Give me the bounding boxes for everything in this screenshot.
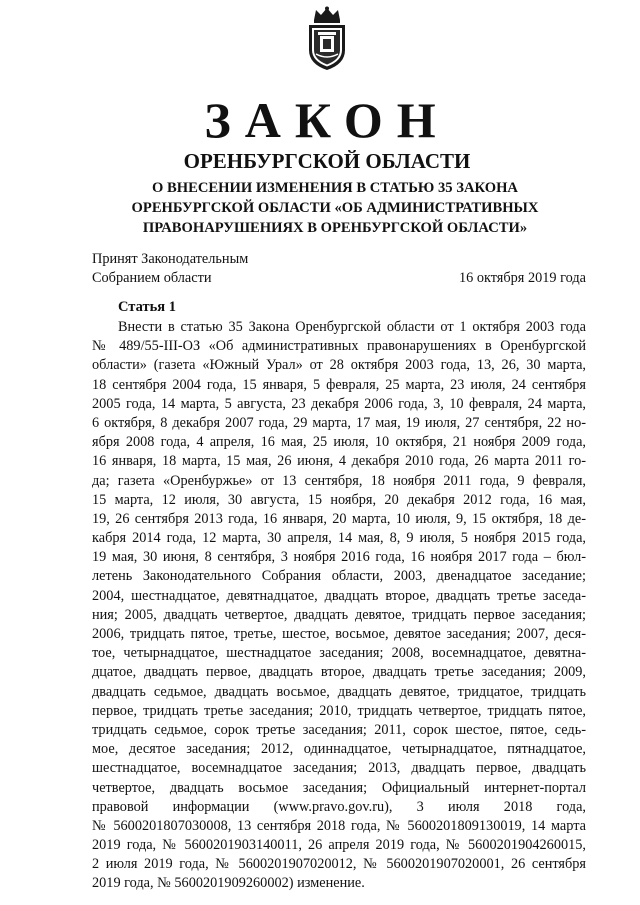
article-line: № 5600201807030008, 13 сентября 2018 года, № 5600201809130019, 14 марта [92, 817, 586, 834]
article-line: ния; 2005, двадцать четвертое, двадцать девятое, тридцать первое заседания; [92, 606, 586, 623]
law-subject [120, 178, 550, 238]
article-line: шестнадцатое, восемнадцатое заседания; 2013, двадцать первое, двадцать [92, 760, 586, 777]
subject-line: ОРЕНБУРГСКОЙ ОБЛАСТИ «ОБ АДМИНИСТРАТИВНЫХ [131, 200, 539, 216]
article-line: четвертое, двадцать восьмое заседания; Официальный интернет-портал [92, 779, 586, 796]
article-line: 16 января, 18 марта, 15 мая, 26 июня, 4 декабря 2010 года, 26 марта 2011 го- [92, 453, 586, 470]
article-title: Статья 1 [118, 299, 176, 315]
article-line: ября 2008 года, 4 апреля, 16 мая, 25 июля, 10 октября, 21 ноября 2009 года, [92, 434, 586, 451]
article-line: 2019 года, № 5600201903140011, 26 апреля 2019 года, № 5600201904260015, [92, 837, 586, 854]
article-line: первое, тридцать третье заседания; 2010, тридцать четвертое, тридцать пятое, [92, 702, 586, 719]
subject-line: О ВНЕСЕНИИ ИЗМЕНЕНИЯ В СТАТЬЮ 35 ЗАКОНА [152, 180, 518, 196]
article-line: 2005 года, 14 марта, 5 августа, 23 декабря 2006 года, 3, 10 февраля, 24 марта, [92, 395, 586, 412]
region-title: ОРЕНБУРГСКОЙ ОБЛАСТИ [183, 149, 471, 173]
article-line: 18 сентября 2004 года, 15 января, 5 февраля, 25 марта, 23 июля, 24 сентября [92, 376, 586, 393]
law-title: ЗАКОН [204, 92, 450, 148]
article-line: области» (газета «Южный Урал» от 28 октября 2003 года, 13, 26, 30 марта, [92, 357, 586, 374]
article-line: тое, четырнадцатое, шестнадцатое заседания; 2008, восемнадцатое, девятна- [92, 645, 586, 662]
article-line: тридцать седьмое, сорок третье заседания; 2011, сорок шестое, пятое, седь- [92, 721, 586, 738]
article-line: 15 марта, 12 июля, 30 августа, 15 ноября, 20 декабря 2012 года, 16 мая, [92, 491, 586, 508]
article-body [92, 318, 586, 894]
article-line: № 489/55-III-ОЗ «Об административных правонарушениях в Оренбургской [92, 338, 586, 355]
article-line: мое, десятое заседания; 2012, одиннадцатое, четырнадцатое, пятнадцатое, [92, 741, 586, 758]
adoption-line-1: Принят Законодательным [92, 251, 249, 267]
article-line: двадцать седьмое, двадцать восьмое, двадцать девятое, тридцатое, тридцать [92, 683, 586, 700]
adoption-block [92, 250, 586, 288]
coat-of-arms-emblem-icon [302, 6, 352, 72]
adoption-line-2: Собранием области [92, 270, 212, 286]
article-line: дцатое, двадцать первое, двадцать второе, двадцать третье заседания; 2009, [92, 664, 586, 681]
article-line: 2019 года, № 5600201909260002) изменение. [92, 875, 365, 892]
article-line: Внести в статью 35 Закона Оренбургской области от 1 октября 2003 года [118, 319, 586, 335]
article-line: 2006, тридцать пятое, третье, шестое, восьмое, девятое заседания; 2007, деся- [92, 626, 586, 642]
article-line: 19 мая, 30 июня, 8 сентября, 3 ноября 2016 года, 16 ноября 2017 года – бюл- [92, 549, 586, 566]
article-line: 2 июля 2019 года, № 5600201907020012, № 5600201907020001, 26 сентября [92, 856, 586, 873]
article-line: летень Законодательного Собрания области, 2003, двенадцатое заседание; [92, 568, 586, 585]
subject-line: ПРАВОНАРУШЕНИЯХ В ОРЕНБУРГСКОЙ ОБЛАСТИ» [142, 220, 528, 236]
article-line: правовой информации (www.pravo.gov.ru), 3 июля 2018 года, [92, 798, 586, 815]
adoption-date: 16 октября 2019 года [458, 270, 586, 286]
article-line: кабря 2014 года, 12 марта, 30 апреля, 14 мая, 8, 9 июля, 5 ноября 2015 года, [92, 530, 586, 547]
article-line: 6 октября, 8 декабря 2007 года, 29 марта, 17 мая, 19 июля, 27 сентября, 22 но- [92, 414, 586, 431]
adoption-row [92, 269, 586, 288]
article-line: 19, 26 сентября 2013 года, 16 января, 20 марта, 10 июля, 9, 15 октября, 18 де- [92, 510, 586, 527]
article-line: 2004, шестнадцатое, девятнадцатое, двадцать второе, двадцать третье заседа- [92, 587, 586, 604]
article-line: да; газета «Оренбуржье» от 13 сентября, 18 ноября 2011 года, 9 февраля, [92, 472, 586, 489]
